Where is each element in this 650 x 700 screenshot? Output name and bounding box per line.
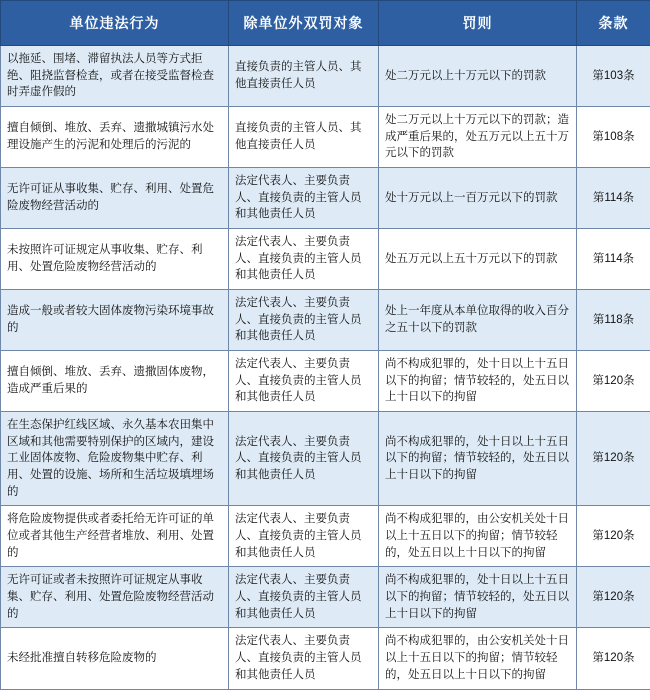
table-row xyxy=(1,107,650,168)
cell-penalty: 处上一年度从本单位取得的收入百分之五十以下的罚款 xyxy=(379,290,577,351)
cell-person: 直接负责的主管人员、其他直接责任人员 xyxy=(229,46,379,107)
cell-person: 法定代表人、主要负责人、直接负责的主管人员和其他责任人员 xyxy=(229,168,379,229)
cell-behavior: 未经批准擅自转移危险废物的 xyxy=(1,628,229,689)
table-row xyxy=(1,168,650,229)
table-row xyxy=(1,229,650,290)
cell-penalty: 尚不构成犯罪的，处十日以上十五日以下的拘留；情节较轻的，处五日以上十日以下的拘留 xyxy=(379,412,577,506)
column-header-behavior: 单位违法行为 xyxy=(1,1,229,46)
cell-behavior: 擅自倾倒、堆放、丢弃、遗撒固体废物，造成严重后果的 xyxy=(1,351,229,412)
cell-article: 第118条 xyxy=(577,290,650,351)
cell-penalty: 尚不构成犯罪的，处十日以上十五日以下的拘留；情节较轻的，处五日以上十日以下的拘留 xyxy=(379,351,577,412)
cell-behavior: 无许可证或者未按照许可证规定从事收集、贮存、利用、处置危险废物经营活动的 xyxy=(1,567,229,628)
cell-person: 法定代表人、主要负责人、直接负责的主管人员和其他责任人员 xyxy=(229,290,379,351)
cell-penalty: 尚不构成犯罪的，由公安机关处十日以上十五日以下的拘留；情节较轻的，处五日以上十日以下的拘留 xyxy=(379,628,577,689)
cell-behavior: 无许可证从事收集、贮存、利用、处置危险废物经营活动的 xyxy=(1,168,229,229)
cell-penalty: 处二万元以上十万元以下的罚款；造成严重后果的，处五万元以上五十万元以下的罚款 xyxy=(379,107,577,168)
cell-person: 法定代表人、主要负责人、直接负责的主管人员和其他责任人员 xyxy=(229,628,379,689)
column-header-person: 除单位外双罚对象 xyxy=(229,1,379,46)
column-header-article: 条款 xyxy=(577,1,650,46)
cell-behavior: 在生态保护红线区域、永久基本农田集中区域和其他需要特别保护的区域内，建设工业固体废物、危险废物集中贮存、利用、处置的设施、场所和生活垃圾填埋场的 xyxy=(1,412,229,506)
cell-article: 第120条 xyxy=(577,506,650,567)
cell-penalty: 尚不构成犯罪的，处十日以上十五日以下的拘留；情节较轻的，处五日以上十日以下的拘留 xyxy=(379,567,577,628)
cell-person: 法定代表人、主要负责人、直接负责的主管人员和其他责任人员 xyxy=(229,412,379,506)
cell-person: 法定代表人、主要负责人、直接负责的主管人员和其他责任人员 xyxy=(229,229,379,290)
table-row xyxy=(1,412,650,506)
cell-penalty: 处二万元以上十万元以下的罚款 xyxy=(379,46,577,107)
cell-article: 第120条 xyxy=(577,567,650,628)
table-row xyxy=(1,567,650,628)
cell-person: 法定代表人、主要负责人、直接负责的主管人员和其他责任人员 xyxy=(229,506,379,567)
cell-article: 第120条 xyxy=(577,351,650,412)
table-row xyxy=(1,506,650,567)
cell-article: 第114条 xyxy=(577,229,650,290)
cell-article: 第108条 xyxy=(577,107,650,168)
cell-penalty: 处五万元以上五十万元以下的罚款 xyxy=(379,229,577,290)
cell-person: 直接负责的主管人员、其他直接责任人员 xyxy=(229,107,379,168)
cell-penalty: 尚不构成犯罪的，由公安机关处十日以上十五日以下的拘留；情节较轻的，处五日以上十日以下的拘留 xyxy=(379,506,577,567)
table-header xyxy=(1,1,650,46)
cell-behavior: 造成一般或者较大固体废物污染环境事故的 xyxy=(1,290,229,351)
cell-behavior: 将危险废物提供或者委托给无许可证的单位或者其他生产经营者堆放、利用、处置的 xyxy=(1,506,229,567)
cell-behavior: 以拖延、围堵、滞留执法人员等方式拒绝、阻挠监督检查，或者在接受监督检查时弄虚作假的 xyxy=(1,46,229,107)
table-row xyxy=(1,46,650,107)
cell-behavior: 擅自倾倒、堆放、丢弃、遗撒城镇污水处理设施产生的污泥和处理后的污泥的 xyxy=(1,107,229,168)
column-header-penalty: 罚则 xyxy=(379,1,577,46)
cell-article: 第120条 xyxy=(577,412,650,506)
cell-person: 法定代表人、主要负责人、直接负责的主管人员和其他责任人员 xyxy=(229,567,379,628)
table-header-row xyxy=(1,1,650,46)
table-body xyxy=(1,46,650,690)
cell-penalty: 处十万元以上一百万元以下的罚款 xyxy=(379,168,577,229)
table-row xyxy=(1,628,650,689)
cell-behavior: 未按照许可证规定从事收集、贮存、利用、处置危险废物经营活动的 xyxy=(1,229,229,290)
table-row xyxy=(1,290,650,351)
table-row xyxy=(1,351,650,412)
cell-article: 第114条 xyxy=(577,168,650,229)
cell-article: 第103条 xyxy=(577,46,650,107)
cell-article: 第120条 xyxy=(577,628,650,689)
cell-person: 法定代表人、主要负责人、直接负责的主管人员和其他责任人员 xyxy=(229,351,379,412)
